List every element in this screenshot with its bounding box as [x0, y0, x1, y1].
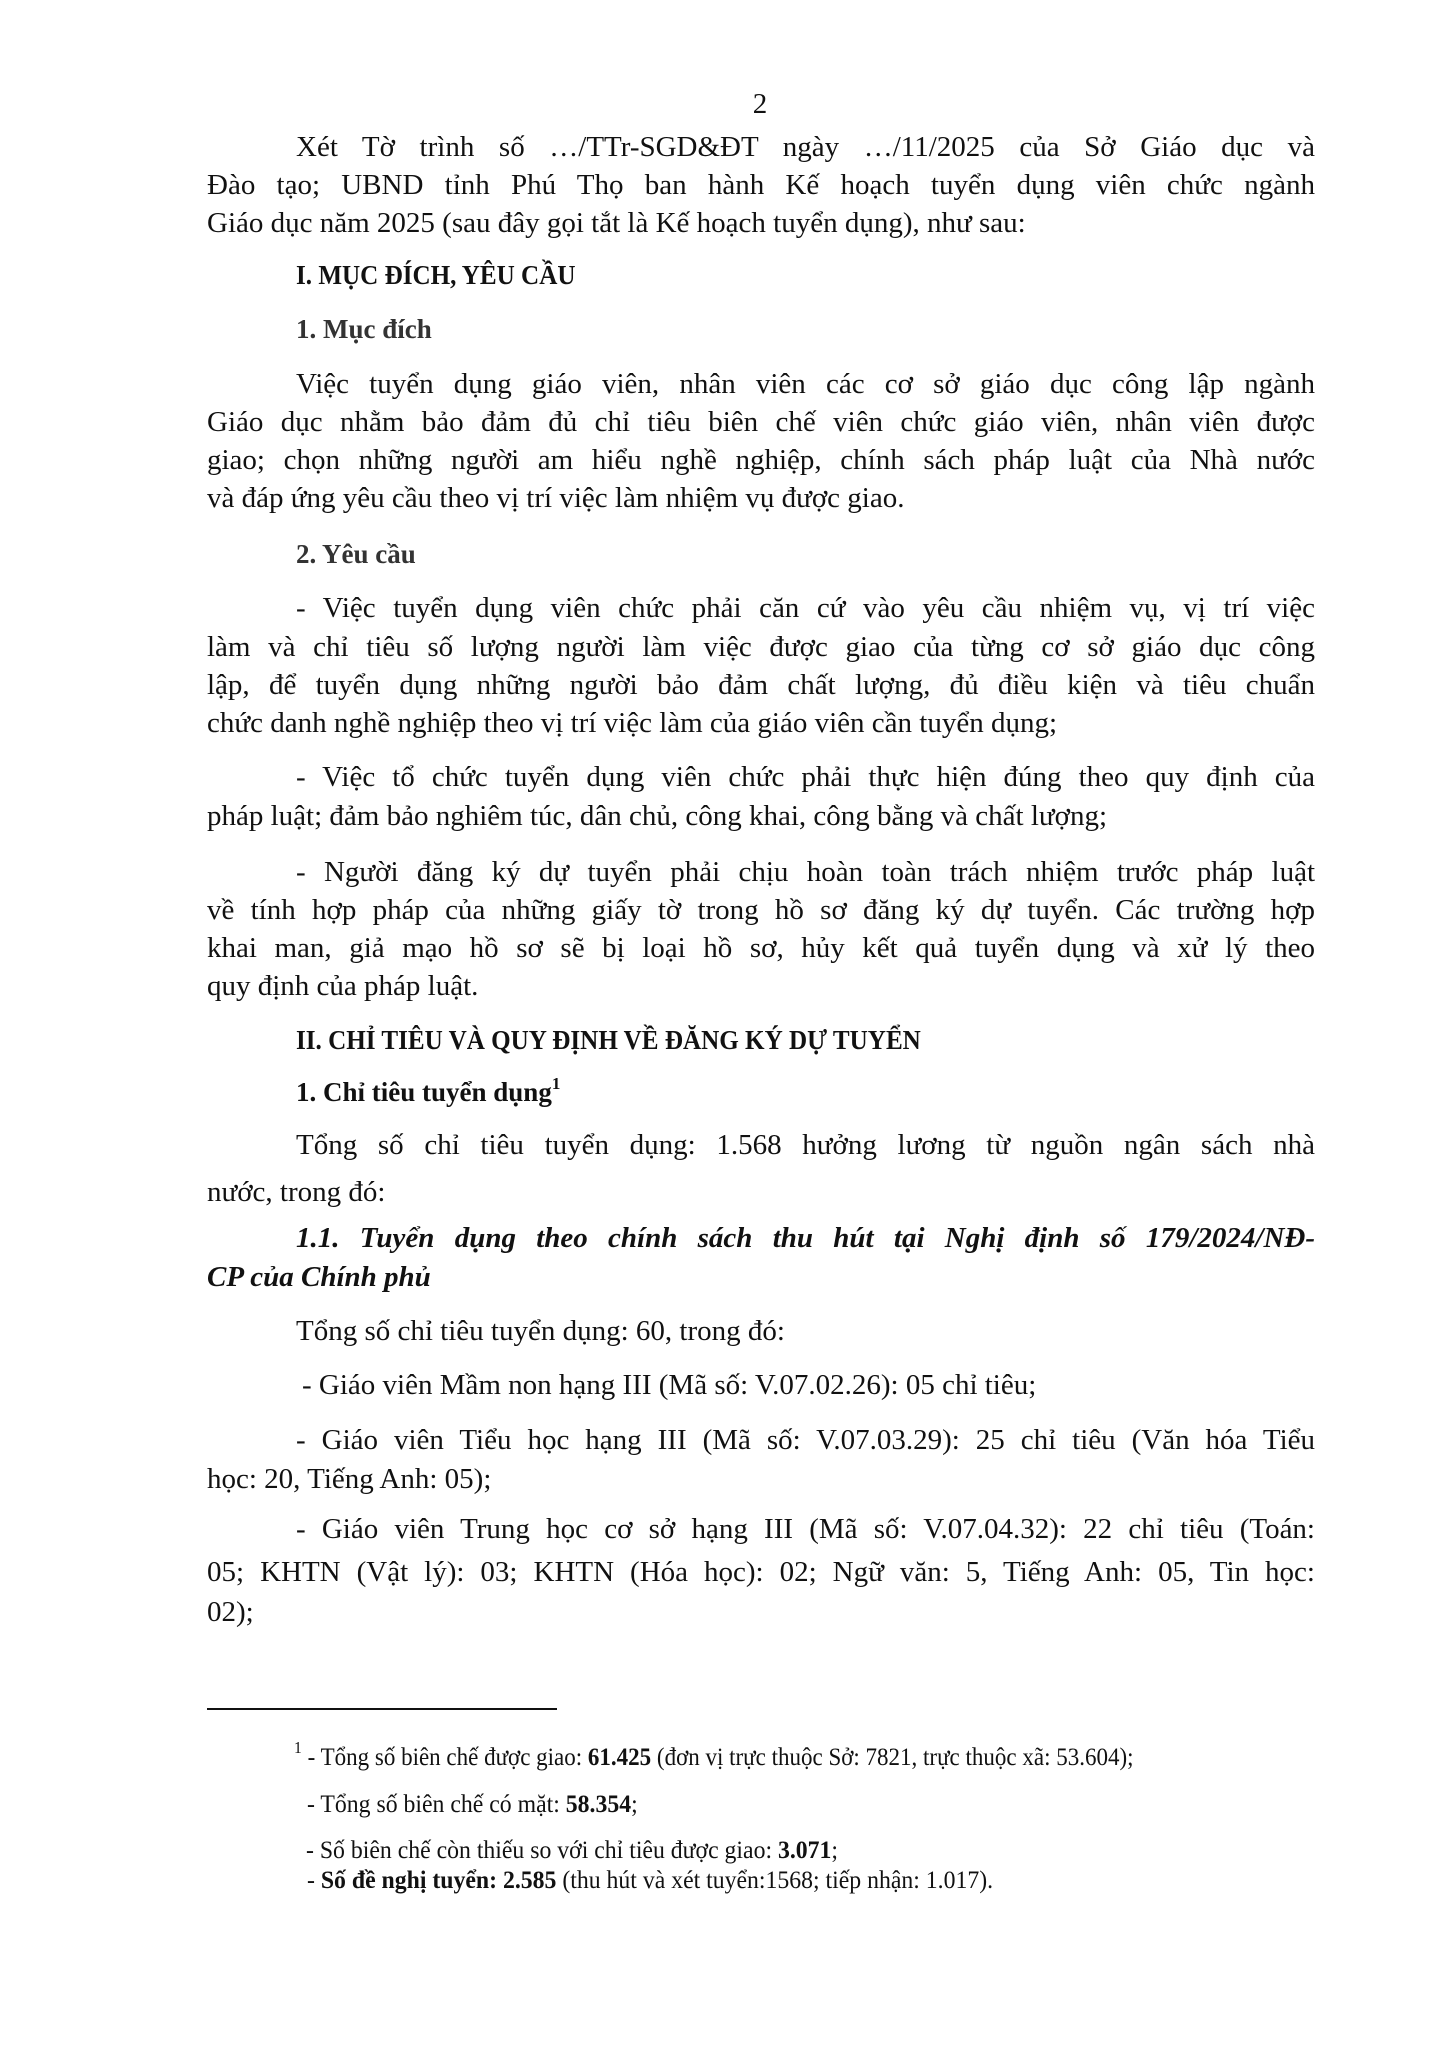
quota-item-line: - Giáo viên Mầm non hạng III (Mã số: V.07.02.26): 05 chỉ tiêu; — [302, 1369, 1037, 1401]
intro-line: Giáo dục năm 2025 (sau đây gọi tắt là Kế hoạch tuyển dụng), như sau: — [207, 207, 1026, 239]
requirement-line: quy định của pháp luật. — [207, 970, 479, 1002]
footnote-value: Số đề nghị tuyển: 2.585 — [320, 1867, 557, 1894]
section-heading-2: II. CHỈ TIÊU VÀ QUY ĐỊNH VỀ ĐĂNG KÝ DỰ TUYỂN — [296, 1025, 921, 1055]
quota-total-line: nước, trong đó: — [207, 1176, 386, 1208]
footnote-text: (đơn vị trực thuộc Sở: 7821, trực thuộc xã: 53.604); — [651, 1744, 1134, 1771]
requirement-line: về tính hợp pháp của những giấy tờ trong hồ sơ đăng ký dự tuyển. Các trường hợp — [207, 894, 1315, 926]
quota-item-line: - Giáo viên Tiểu học hạng III (Mã số: V.07.03.29): 25 chỉ tiêu (Văn hóa Tiểu — [296, 1424, 1315, 1456]
page-number: 2 — [752, 88, 768, 120]
footnote-separator — [207, 1708, 557, 1710]
requirement-line: - Việc tuyển dụng viên chức phải căn cứ vào yêu cầu nhiệm vụ, vị trí việc — [296, 592, 1315, 624]
footnote-line — [294, 1738, 1134, 1773]
quota-item-line: - Giáo viên Trung học cơ sở hạng III (Mã số: V.07.04.32): 22 chỉ tiêu (Toán: — [296, 1513, 1315, 1545]
footnote-value: 61.425 — [587, 1744, 652, 1771]
requirement-line: lập, để tuyển dụng những người bảo đảm chất lượng, đủ điều kiện và tiêu chuẩn — [207, 669, 1315, 701]
footnote-line — [307, 1866, 993, 1896]
requirement-line: pháp luật; đảm bảo nghiêm túc, dân chủ, công khai, công bằng và chất lượng; — [207, 800, 1108, 832]
footnote-text: (thu hút và xét tuyển:1568; tiếp nhận: 1.017). — [556, 1867, 994, 1894]
section-heading-1: I. MỤC ĐÍCH, YÊU CẦU — [296, 260, 576, 290]
footnote-text: - Tổng số biên chế được giao: — [301, 1744, 588, 1771]
requirement-line: chức danh nghề nghiệp theo vị trí việc làm của giáo viên cần tuyển dụng; — [207, 707, 1058, 739]
footnote-value: 58.354 — [565, 1791, 632, 1818]
footnote-ref[interactable]: 1 — [551, 1074, 561, 1093]
requirement-line: khai man, giả mạo hồ sơ sẽ bị loại hồ sơ, hủy kết quả tuyển dụng và xử lý theo — [207, 932, 1315, 964]
footnote-marker: 1 — [294, 1738, 302, 1757]
requirement-line: - Việc tổ chức tuyển dụng viên chức phải thực hiện đúng theo quy định của — [296, 761, 1315, 793]
footnote-text: ; — [831, 1837, 839, 1864]
footnote-text: - — [307, 1867, 321, 1894]
quota-total-line: Tổng số chỉ tiêu tuyển dụng: 1.568 hưởng lương từ nguồn ngân sách nhà — [296, 1129, 1315, 1161]
quota-item-line: 05; KHTN (Vật lý): 03; KHTN (Hóa học): 02; Ngữ văn: 5, Tiếng Anh: 05, Tin học: — [207, 1556, 1315, 1588]
footnote-text: ; — [631, 1791, 638, 1818]
subheading-quota — [296, 1073, 1315, 1111]
subsection-heading-line: CP của Chính phủ — [207, 1261, 431, 1293]
footnote-line — [307, 1790, 638, 1820]
footnote-text: - Tổng số biên chế có mặt: — [307, 1791, 566, 1818]
purpose-line: giao; chọn những người am hiểu nghề nghiệp, chính sách pháp luật của Nhà nước — [207, 444, 1315, 476]
purpose-line: Việc tuyển dụng giáo viên, nhân viên các cơ sở giáo dục công lập ngành — [296, 368, 1315, 400]
footnote-text: - Số biên chế còn thiếu so với chỉ tiêu được giao: — [306, 1837, 778, 1864]
footnote-line — [306, 1836, 838, 1866]
subheading-quota-text: 1. Chỉ tiêu tuyển dụng — [296, 1077, 552, 1107]
requirement-line: - Người đăng ký dự tuyển phải chịu hoàn toàn trách nhiệm trước pháp luật — [296, 856, 1315, 888]
quota-item-line: học: 20, Tiếng Anh: 05); — [207, 1463, 492, 1495]
purpose-line: và đáp ứng yêu cầu theo vị trí việc làm nhiệm vụ được giao. — [207, 482, 905, 514]
quota-item-line: 02); — [207, 1596, 254, 1628]
requirement-line: làm và chỉ tiêu số lượng người làm việc được giao của từng cơ sở giáo dục công — [207, 631, 1315, 663]
subsection-total: Tổng số chỉ tiêu tuyển dụng: 60, trong đó: — [296, 1315, 785, 1347]
subheading-requirements: 2. Yêu cầu — [296, 539, 416, 569]
footnote-value: 3.071 — [777, 1837, 832, 1864]
subsection-heading-line: 1.1. Tuyển dụng theo chính sách thu hút tại Nghị định số 179/2024/NĐ- — [296, 1222, 1315, 1254]
purpose-line: Giáo dục nhằm bảo đảm đủ chỉ tiêu biên chế viên chức giáo viên, nhân viên được — [207, 406, 1315, 438]
subheading-purpose: 1. Mục đích — [296, 314, 432, 344]
intro-line: Đào tạo; UBND tỉnh Phú Thọ ban hành Kế hoạch tuyển dụng viên chức ngành — [207, 169, 1315, 201]
intro-line: Xét Tờ trình số …/TTr-SGD&ĐT ngày …/11/2025 của Sở Giáo dục và — [296, 131, 1315, 163]
